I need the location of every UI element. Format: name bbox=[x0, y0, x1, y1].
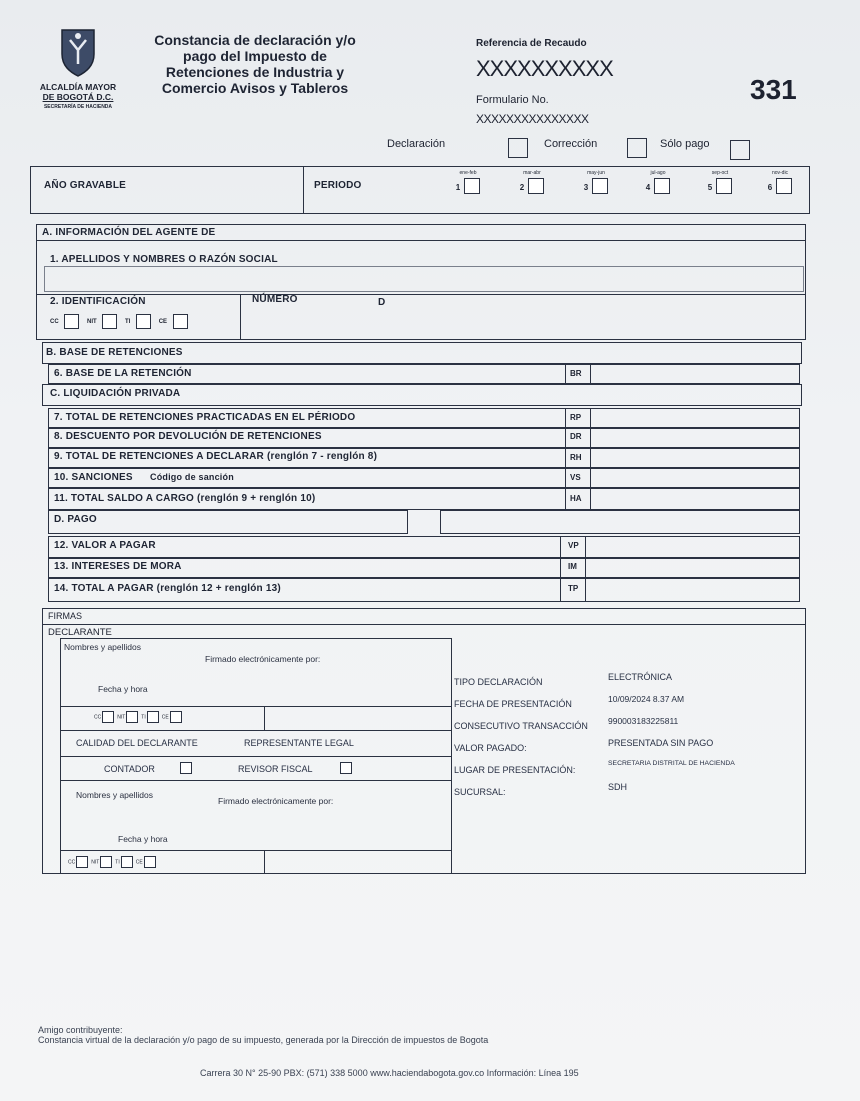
c10-label: 10. SANCIONES bbox=[54, 472, 133, 483]
option-correccion-label: Corrección bbox=[544, 138, 598, 150]
detail-row bbox=[454, 782, 804, 804]
option-declaracion-label: Declaración bbox=[387, 138, 446, 150]
title-line-2: pago del Impuesto de bbox=[183, 48, 327, 64]
id-ce-label-1: CE bbox=[161, 714, 169, 721]
id-nit-checkbox[interactable] bbox=[102, 314, 117, 329]
c10-sub-label: Código de sanción bbox=[150, 472, 234, 482]
id-cc-label-2: CC bbox=[68, 859, 76, 866]
detail-value: SECRETARIA DISTRITAL DE HACIENDA bbox=[608, 760, 735, 767]
id-ti-label: TI bbox=[125, 319, 131, 326]
section-b-title: B. BASE DE RETENCIONES bbox=[46, 347, 183, 358]
correccion-checkbox[interactable] bbox=[627, 138, 647, 158]
c11-label: 11. TOTAL SALDO A CARGO (renglón 9 + renglón 10) bbox=[54, 493, 316, 504]
id-nit-label-2: NIT bbox=[91, 859, 100, 866]
period-cell-5[interactable]: sep-oct 5 bbox=[700, 170, 740, 195]
id-type-row-1 bbox=[94, 711, 182, 723]
id-cc-checkbox-2[interactable] bbox=[76, 856, 88, 868]
option-solo-pago-label: Sólo pago bbox=[660, 138, 710, 150]
a1-name-field[interactable] bbox=[44, 266, 804, 292]
detail-row bbox=[454, 738, 804, 760]
firmado2-label: Firmado electrónicamente por: bbox=[218, 796, 334, 806]
nombres-label: Nombres y apellidos bbox=[64, 642, 142, 652]
logo-text-2: DE BOGOTÁ D.C. bbox=[42, 92, 114, 102]
section-d bbox=[48, 510, 408, 534]
declarante-label: DECLARANTE bbox=[48, 627, 112, 638]
b6-code: BR bbox=[570, 369, 582, 378]
c11-code: HA bbox=[570, 494, 582, 503]
id-cc-label-1: CC bbox=[94, 714, 102, 721]
detail-value: 10/09/2024 8.37 AM bbox=[608, 694, 685, 704]
id-nit-label-1: NIT bbox=[117, 714, 126, 721]
footer-line-1: Amigo contribuyente: bbox=[38, 1025, 123, 1035]
logo-text-3: SECRETARÍA DE HACIENDA bbox=[43, 104, 113, 110]
detail-label: VALOR PAGADO: bbox=[454, 743, 527, 753]
id-nit-checkbox-2[interactable] bbox=[100, 856, 112, 868]
c9-label: 9. TOTAL DE RETENCIONES A DECLARAR (renglón 7 - renglón 8) bbox=[54, 451, 378, 462]
logo-text-1: ALCALDÍA MAYOR bbox=[39, 82, 117, 92]
id-ti-checkbox-1[interactable] bbox=[147, 711, 159, 723]
year-label: AÑO GRAVABLE bbox=[44, 180, 127, 191]
section-c-title: C. LIQUIDACIÓN PRIVADA bbox=[50, 388, 181, 399]
id-cc-label: CC bbox=[50, 319, 59, 326]
footer-line-2: Constancia virtual de la declaración y/o pago de su impuesto, generada por la Dirección de impuestos de Bogota bbox=[38, 1035, 489, 1045]
a2-label: 2. IDENTIFICACIÓN bbox=[50, 296, 146, 307]
id-nit-label: NIT bbox=[87, 319, 97, 326]
id-type-row-2 bbox=[68, 856, 156, 868]
presentation-details bbox=[454, 672, 804, 804]
d14-label: 14. TOTAL A PAGAR (renglón 12 + renglón 13) bbox=[54, 583, 281, 594]
title-line-4: Comercio Avisos y Tableros bbox=[161, 80, 349, 96]
contador-label: CONTADOR bbox=[104, 764, 155, 774]
section-d-right-box bbox=[440, 510, 800, 534]
period-cell-6[interactable]: nov-dic 6 bbox=[760, 170, 800, 195]
detail-label: CONSECUTIVO TRANSACCIÓN bbox=[454, 721, 588, 731]
form-value: XXXXXXXXXXXXXXX bbox=[476, 112, 589, 126]
firmas-title: FIRMAS bbox=[48, 611, 83, 621]
c10-code: VS bbox=[570, 473, 581, 482]
id-ti-checkbox-2[interactable] bbox=[121, 856, 133, 868]
title-line-3: Retenciones de Industria y bbox=[165, 64, 345, 80]
id-ti-label-1: TI bbox=[141, 714, 146, 721]
row-12 bbox=[48, 536, 800, 558]
form-label: Formulario No. bbox=[476, 94, 549, 106]
period-cell-2[interactable]: mar-abr 2 bbox=[512, 170, 552, 195]
revisor-label: REVISOR FISCAL bbox=[238, 764, 313, 774]
nombres2-label: Nombres y apellidos bbox=[76, 790, 154, 800]
logo bbox=[18, 26, 138, 126]
id-ce-label-2: CE bbox=[135, 859, 143, 866]
detail-label: TIPO DECLARACIÓN bbox=[454, 677, 543, 687]
revisor-checkbox[interactable] bbox=[340, 762, 352, 774]
period-cell-3[interactable]: may-jun 3 bbox=[576, 170, 616, 195]
id-ti-label-2: TI bbox=[115, 859, 120, 866]
c9-code: RH bbox=[570, 453, 582, 462]
detail-row bbox=[454, 716, 804, 738]
title-line-1: Constancia de declaración y/o bbox=[154, 32, 356, 48]
id-nit-checkbox-1[interactable] bbox=[126, 711, 138, 723]
section-a-title: A. INFORMACIÓN DEL AGENTE DE bbox=[42, 227, 216, 238]
a2-numero-label: NÚMERO bbox=[252, 294, 298, 305]
id-ce-label: CE bbox=[158, 319, 168, 326]
section-d-title: D. PAGO bbox=[54, 514, 97, 525]
detail-row bbox=[454, 672, 804, 694]
id-ce-checkbox-2[interactable] bbox=[144, 856, 156, 868]
a2-dv-label: D bbox=[378, 297, 386, 308]
ref-value: XXXXXXXXXX bbox=[476, 56, 613, 81]
calidad-label: CALIDAD DEL DECLARANTE bbox=[76, 738, 198, 748]
firmado-label: Firmado electrónicamente por: bbox=[205, 654, 321, 664]
id-ce-checkbox-1[interactable] bbox=[170, 711, 182, 723]
declaracion-checkbox[interactable] bbox=[508, 138, 528, 158]
b6-label: 6. BASE DE LA RETENCIÓN bbox=[54, 368, 192, 379]
a1-label: 1. APELLIDOS Y NOMBRES O RAZÓN SOCIAL bbox=[50, 254, 278, 265]
detail-value: ELECTRÓNICA bbox=[608, 672, 673, 682]
ref-label: Referencia de Recaudo bbox=[476, 38, 587, 49]
d13-label: 13. INTERESES DE MORA bbox=[54, 561, 182, 572]
detail-label: SUCURSAL: bbox=[454, 787, 506, 797]
c8-code: DR bbox=[570, 432, 582, 441]
id-type-options bbox=[50, 314, 188, 329]
periodo-row bbox=[30, 166, 810, 214]
contador-checkbox[interactable] bbox=[180, 762, 192, 774]
period-cell-4[interactable]: jul-ago 4 bbox=[638, 170, 678, 195]
c7-code: RP bbox=[570, 413, 582, 422]
d12-code: VP bbox=[568, 541, 579, 550]
id-cc-checkbox-1[interactable] bbox=[102, 711, 114, 723]
fecha-hora2-label: Fecha y hora bbox=[118, 834, 168, 844]
form-number: 331 bbox=[750, 74, 797, 105]
solo-pago-checkbox[interactable] bbox=[730, 140, 750, 160]
period-cell-1[interactable]: ene-feb 1 bbox=[448, 170, 488, 195]
footer-line-3: Carrera 30 N° 25-90 PBX: (571) 338 5000 www.haciendabogota.gov.co Información: Línea 195 bbox=[200, 1068, 579, 1078]
fecha-hora-label: Fecha y hora bbox=[98, 684, 148, 694]
coat-of-arms-icon bbox=[58, 26, 98, 78]
d14-code: TP bbox=[568, 584, 579, 593]
detail-value: PRESENTADA SIN PAGO bbox=[608, 738, 714, 748]
id-cc-checkbox[interactable] bbox=[64, 314, 79, 329]
rep-legal-label: REPRESENTANTE LEGAL bbox=[244, 738, 354, 748]
d13-code: IM bbox=[568, 562, 577, 571]
detail-row bbox=[454, 760, 804, 782]
c8-label: 8. DESCUENTO POR DEVOLUCIÓN DE RETENCIONES bbox=[54, 431, 322, 442]
detail-value: 990003183225811 bbox=[608, 716, 679, 726]
d12-label: 12. VALOR A PAGAR bbox=[54, 540, 156, 551]
detail-label: LUGAR DE PRESENTACIÓN: bbox=[454, 765, 576, 775]
form-title bbox=[135, 32, 375, 96]
detail-label: FECHA DE PRESENTACIÓN bbox=[454, 699, 572, 709]
period-label: PERIODO bbox=[314, 180, 362, 191]
c7-label: 7. TOTAL DE RETENCIONES PRACTICADAS EN EL PÉRIODO bbox=[54, 412, 356, 423]
detail-row bbox=[454, 694, 804, 716]
detail-value: SDH bbox=[608, 782, 628, 792]
id-ti-checkbox[interactable] bbox=[136, 314, 151, 329]
id-ce-checkbox[interactable] bbox=[173, 314, 188, 329]
